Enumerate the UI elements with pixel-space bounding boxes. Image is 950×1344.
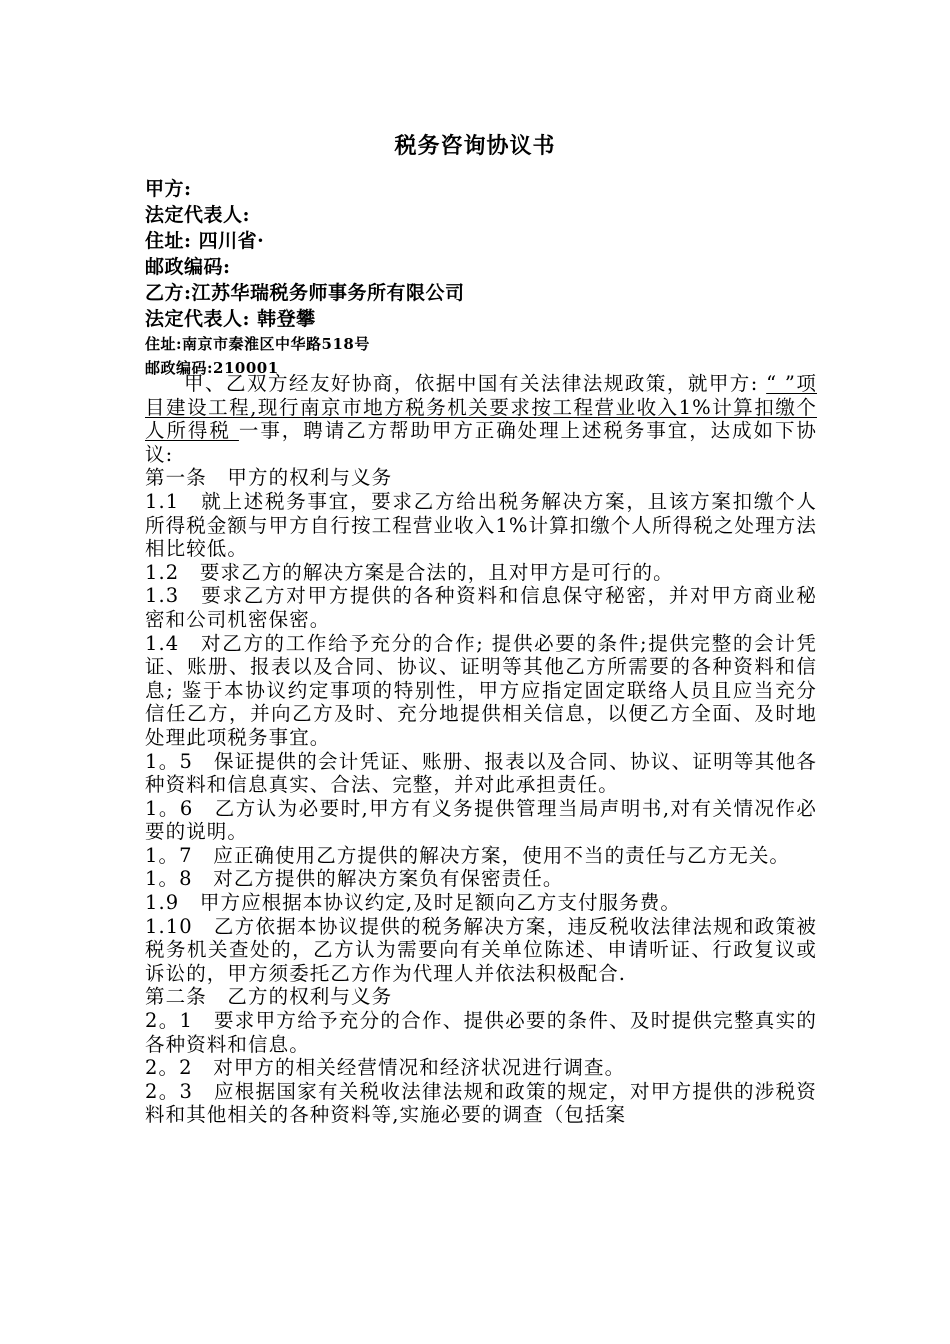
parties-block <box>145 176 825 380</box>
intro-project-underlined: “ ”项目建设工程,现行南京市地方税务机关要求按工程营业收入1%计算扣缴个人所得税 <box>145 372 817 443</box>
article-1-heading: 第一条 甲方的权利与义务 <box>145 466 393 490</box>
clause-1-3: 1.3 要求乙方对甲方提供的各种资料和信息保守秘密，并对甲方商业秘密和公司机密保密。 <box>145 584 817 631</box>
document-title: 税务咨询协议书 <box>394 133 556 159</box>
clause-1-4: 1.4 对乙方的工作给予充分的合作; 提供必要的条件;提供完整的会计凭证、账册、报表以及合同、协议、证明等其他乙方所需要的各种资料和信息; 鉴于本协议约定事项的特别性，甲方应指定固定联络人员且应当充分信任乙方，并向乙方及时、充分地提供相关信息，以便乙方全面、及时地处理此项税务事宜。 <box>145 631 817 749</box>
clause-1-1: 1.1 就上述税务事宜，要求乙方给出税务解决方案，且该方案扣缴个人所得税金额与甲方自行按工程营业收入1%计算扣缴个人所得税之处理方法相比较低。 <box>145 489 817 561</box>
intro-paragraph <box>145 372 817 466</box>
party-a-postcode: 邮政编码: <box>145 256 231 278</box>
clause-1-8: 1。8 对乙方提供的解决方案负有保密责任。 <box>145 867 564 891</box>
clause-1-5: 1。5 保证提供的会计凭证、账册、报表以及合同、协议、证明等其他各种资料和信息真实、合法、完整，并对此承担责任。 <box>145 749 817 797</box>
clause-1-9: 1.9 甲方应根据本协议约定,及时足额向乙方支付服务费。 <box>145 891 682 915</box>
clause-2-3: 2。3 应根据国家有关税收法律法规和政策的规定，对甲方提供的涉税资料和其他相关的各种资料等,实施必要的调查（包括案 <box>145 1079 817 1127</box>
party-b-address: 住址:南京市秦淮区中华路518号 <box>145 335 370 353</box>
party-b-postcode: 邮政编码:210001 <box>145 359 279 377</box>
party-a-label: 甲方: <box>145 178 192 200</box>
clause-2-1: 2。1 要求甲方给予充分的合作、提供必要的条件、及时提供完整真实的各种资料和信息。 <box>145 1009 817 1056</box>
intro-text-before: 甲、乙双方经友好协商，依据中国有关法律法规政策，就甲方: <box>184 372 767 395</box>
agreement-body <box>145 372 817 1127</box>
party-b-name: 乙方:江苏华瑞税务师事务所有限公司 <box>145 282 465 304</box>
clause-1-10: 1.10 乙方依据本协议提供的税务解决方案，违反税收法律法规和政策被税务机关查处的，乙方认为需要向有关单位陈述、申请听证、行政复议或诉讼的，甲方须委托乙方作为代理人并依法积极配合. <box>145 914 817 985</box>
clause-1-7: 1。7 应正确使用乙方提供的解决方案，使用不当的责任与乙方无关。 <box>145 843 791 867</box>
party-a-representative: 法定代表人: <box>145 204 251 226</box>
party-a-address: 住址: 四川省· <box>145 230 265 252</box>
intro-text-after: 一事，聘请乙方帮助甲方正确处理上述税务事宜，达成如下协议: <box>145 419 818 466</box>
party-b-representative: 法定代表人: 韩登攀 <box>145 308 316 330</box>
article-2-heading: 第二条 乙方的权利与义务 <box>145 985 393 1009</box>
clause-1-2: 1.2 要求乙方的解决方案是合法的，且对甲方是可行的。 <box>145 560 674 584</box>
clause-1-6: 1。6 乙方认为必要时,甲方有义务提供管理当局声明书,对有关情况作必要的说明。 <box>145 796 817 844</box>
clause-2-2: 2。2 对甲方的相关经营情况和经济状况进行调查。 <box>145 1056 626 1080</box>
